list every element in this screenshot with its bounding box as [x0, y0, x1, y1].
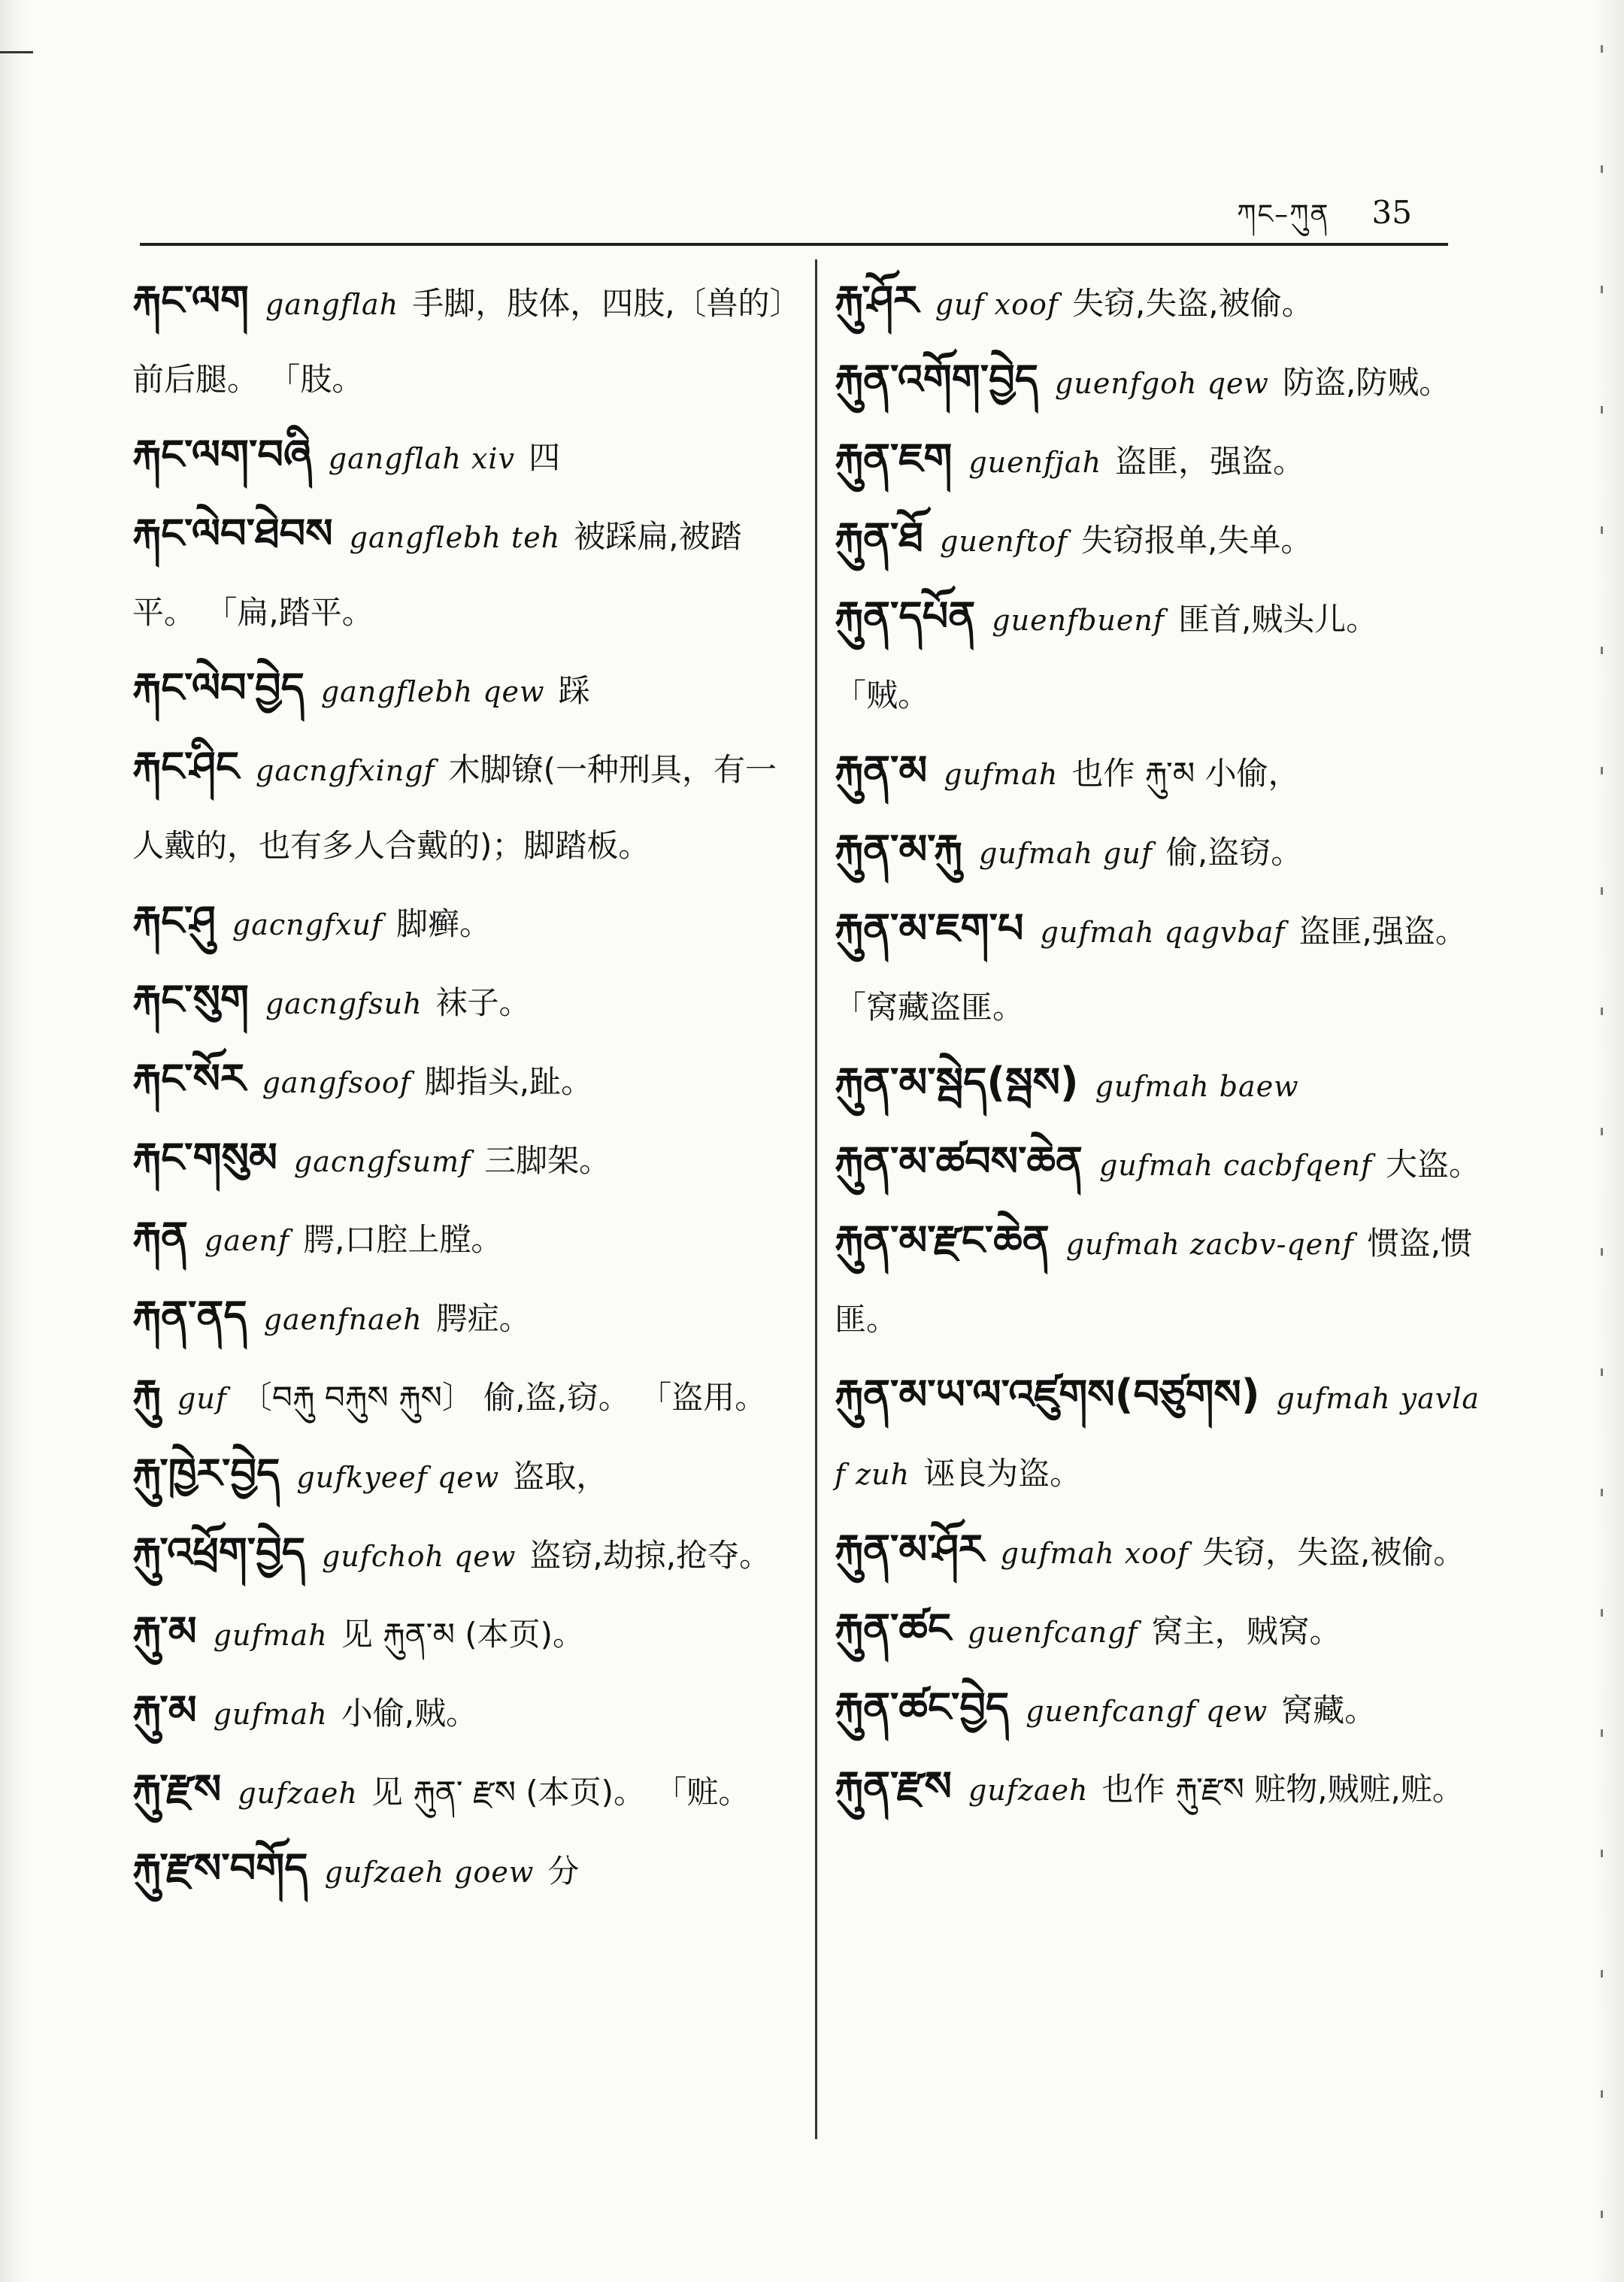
entry-definition: 踩: [558, 672, 590, 709]
entry-transliteration: guenftof: [940, 525, 1068, 558]
entry-headword: རྐུ་ཁྱེར་བྱེད: [132, 1450, 280, 1497]
entry-transliteration: gufmah: [213, 1619, 328, 1652]
entry-definition: 木脚镣(一种刑具，有一人戴的，也有多人合戴的)；脚踏板。: [132, 751, 777, 864]
entry-transliteration: gangflebh teh: [349, 521, 561, 554]
entry-headword: རྐུན་མ: [835, 747, 928, 794]
entry-headword: རྐུན་མ་རྫང་ཆེན: [835, 1217, 1050, 1264]
entry-headword: རྐང་ལེབ་བྱེད: [132, 664, 304, 711]
dictionary-entry: [835, 421, 1481, 500]
entry-transliteration: gufmah guf: [978, 837, 1153, 870]
dictionary-entry: [132, 1831, 786, 1910]
dictionary-entry: [132, 1357, 786, 1436]
entry-headword: རྐུན་མ་ཤོར: [835, 1526, 984, 1573]
dictionary-entry: [132, 1673, 786, 1752]
entry-transliteration: gufmah baew: [1095, 1070, 1299, 1103]
entry-headword: རྐང་ཤིང: [132, 743, 240, 790]
dictionary-entry: [132, 1594, 786, 1673]
entry-transliteration: gacngfsuh: [265, 987, 423, 1020]
entry-transliteration: gacngfxuf: [232, 908, 383, 941]
scan-edge-right: [1594, 0, 1624, 2282]
entry-transliteration: gacngfsumf: [293, 1145, 471, 1178]
entry-transliteration: gufmah xoof: [1000, 1537, 1189, 1570]
margin-ticks: [1601, 45, 1603, 2226]
dictionary-entry: [132, 417, 786, 496]
scan-edge-left: [0, 0, 30, 2282]
entry-definition: 见 རྐུན་མ (本页)。: [341, 1616, 585, 1653]
entry-transliteration: gufmah yavlaf zuh: [835, 1382, 1480, 1491]
entry-definition: 窝主，贼窝。: [1151, 1613, 1341, 1650]
entry-transliteration: guenfgoh qew: [1055, 367, 1269, 400]
dictionary-entry: [835, 342, 1481, 421]
entry-headword: རྐང་གསུམ: [132, 1134, 277, 1181]
edge-tick: [0, 51, 33, 53]
entry-definition: 分: [547, 1853, 580, 1890]
dictionary-entry: [835, 1124, 1481, 1203]
entry-headword: རྐུ་རྫས་བགོད: [132, 1844, 308, 1892]
dictionary-entry: [132, 1120, 786, 1199]
entry-headword: རྐུན་ཇག: [835, 435, 953, 482]
entry-transliteration: gufchoh qew: [322, 1540, 517, 1573]
entry-definition: 脚癣。: [395, 905, 491, 942]
entry-transliteration: guenfbuenf: [992, 604, 1165, 637]
entry-transliteration: gufmah zacbv-qenf: [1065, 1228, 1354, 1261]
entry-headword: རྐུ་མ: [132, 1686, 197, 1734]
entry-transliteration: gufzaeh goew: [324, 1856, 535, 1889]
dictionary-entry: [132, 1752, 786, 1831]
entry-headword: རྐུ་རྫས: [132, 1765, 222, 1813]
entry-transliteration: gufzaeh: [238, 1777, 358, 1810]
page-number: 35: [1371, 194, 1412, 231]
entry-transliteration: gacngfxingf: [256, 754, 435, 787]
entry-transliteration: gufmah: [213, 1698, 328, 1731]
entry-definition: 〔བརྐུ བརྐུས རྐུས〕 偷,盗,窃。 「盗用。: [240, 1379, 767, 1416]
entry-definition: 盗匪,强盗。 「窝藏盗匪。: [835, 913, 1467, 1026]
entry-headword: རྐུན་ཚང་བྱེད: [835, 1683, 1010, 1731]
right-column: [835, 263, 1481, 1828]
entry-definition: 大盗。: [1386, 1146, 1481, 1183]
left-column: [132, 263, 786, 1910]
entry-headword: རྐང་སོར: [132, 1055, 246, 1102]
entry-headword: རྐང་ལག: [132, 277, 250, 324]
entry-definition: 失窃，失盗,被偷。: [1201, 1534, 1465, 1571]
entry-definition: 防盗,防贼。: [1282, 364, 1451, 401]
entry-headword: རྐུན་མ་ཡ་ལ་འཛུགས(བཙུགས): [835, 1371, 1260, 1418]
dictionary-entry: [132, 1515, 786, 1594]
entry-definition: 盗取，: [513, 1458, 608, 1495]
entry-definition: 被踩扁,被踏平。 「扁,踏平。: [132, 518, 742, 631]
dictionary-entry: [132, 883, 786, 962]
dictionary-entry: [835, 1203, 1481, 1357]
entry-definition: 也作 རྐུ་མ 小偷，: [1071, 755, 1300, 792]
entry-headword: རྐང་ལེབ་ཐེབས: [132, 510, 333, 557]
entry-headword: རྐུན་མ་ཇག་པ: [835, 905, 1024, 952]
dictionary-entry: [132, 1199, 786, 1278]
dictionary-entry: [132, 1278, 786, 1357]
entry-transliteration: guf xoof: [935, 288, 1059, 321]
entry-transliteration: gangflah: [265, 288, 399, 321]
dictionary-entry: [132, 962, 786, 1041]
dictionary-entry: [132, 496, 786, 650]
entry-definition: 腭,口腔上膛。: [303, 1221, 503, 1258]
dictionary-entry: [132, 1436, 786, 1515]
entry-definition: 匪首,贼头儿。 「贼。: [835, 601, 1378, 714]
entry-headword: རྐུན་རྫས: [835, 1762, 952, 1810]
entry-transliteration: gufzaeh: [968, 1774, 1089, 1807]
entry-headword: རྐང་ལག་བཞི: [132, 431, 312, 478]
entry-headword: རྐུན་མ་སྦེད(སྦས): [835, 1059, 1079, 1106]
entry-headword: རྐུ་མ: [132, 1608, 197, 1655]
header-rule: [140, 243, 1448, 246]
entry-transliteration: guenfcangf qew: [1026, 1695, 1268, 1728]
entry-transliteration: gangflebh qew: [320, 675, 545, 708]
dictionary-entry: [835, 733, 1481, 812]
entry-definition: 四: [529, 439, 561, 476]
dictionary-entry: [835, 891, 1481, 1045]
entry-definition: 也作 རྐུ་རྫས 赃物,贼赃,赃。: [1101, 1771, 1464, 1808]
entry-transliteration: guenfcangf: [967, 1616, 1138, 1649]
page-header: [1237, 183, 1412, 260]
entry-transliteration: gangflah xiv: [328, 442, 516, 475]
dictionary-entry: [835, 1045, 1481, 1124]
dictionary-entry: [132, 650, 786, 729]
entry-definition: 小偷,贼。: [341, 1695, 478, 1732]
entry-transliteration: gufmah qagvbaf: [1040, 916, 1286, 949]
entry-headword: རྐན: [132, 1213, 189, 1260]
dictionary-entry: [835, 1591, 1481, 1670]
entry-headword: རྐུན་མ་ཚབས་ཆེན: [835, 1138, 1083, 1185]
entry-transliteration: guf: [177, 1382, 227, 1415]
dictionary-entry: [835, 1749, 1481, 1828]
guide-words: ཀང–ཀུན: [1237, 199, 1330, 230]
entry-headword: རྐུ་ཤོར: [835, 277, 919, 324]
dictionary-entry: [835, 1670, 1481, 1749]
entry-transliteration: gufkyeef qew: [296, 1461, 500, 1494]
entry-definition: 腭症。: [435, 1300, 531, 1337]
entry-headword: རྐུན་མ་རྐུ: [835, 826, 962, 873]
entry-headword: རྐུན་ཚང: [835, 1605, 951, 1652]
dictionary-entry: [835, 500, 1481, 579]
entry-definition: 见 རྐུན་ རྫས (本页)。 「赃。: [371, 1774, 750, 1811]
dictionary-entry: [835, 263, 1481, 342]
entry-definition: 盗匪，强盗。: [1115, 443, 1305, 480]
entry-definition: 三脚架。: [484, 1142, 611, 1179]
entry-headword: རྐན་ནད: [132, 1292, 247, 1339]
dictionary-entry: [835, 1357, 1481, 1512]
entry-headword: རྐང་སུག: [132, 976, 249, 1023]
entry-definition: 失窃报单,失单。: [1081, 522, 1313, 559]
entry-transliteration: gaenfnaeh: [263, 1303, 423, 1336]
entry-headword: རྐུན་དཔོན: [835, 592, 976, 640]
entry-transliteration: gaenf: [205, 1224, 290, 1257]
dictionary-entry: [132, 729, 786, 883]
entry-headword: རྐང་ཤུ: [132, 897, 216, 944]
entry-definition: 窝藏。: [1281, 1692, 1377, 1729]
entry-definition: 失窃,失盗,被偷。: [1071, 285, 1313, 322]
dictionary-entry: [835, 1512, 1481, 1591]
entry-headword: རྐུན་ཐོ: [835, 514, 923, 561]
entry-definition: 惯盗,惯匪。: [835, 1225, 1473, 1338]
entry-transliteration: guenfjah: [968, 446, 1102, 479]
entry-definition: 盗窃,劫掠,抢夺。: [529, 1537, 771, 1574]
entry-headword: རྐུ: [132, 1371, 162, 1418]
entry-transliteration: gufmah: [944, 758, 1059, 791]
entry-transliteration: gufmah cacbfqenf: [1098, 1149, 1373, 1182]
entry-definition: 脚指头,趾。: [424, 1063, 593, 1100]
dictionary-entry: [835, 812, 1481, 891]
entry-definition: 袜子。: [435, 984, 531, 1021]
entry-headword: རྐུ་འཕྲོག་བྱེད: [132, 1529, 305, 1576]
dictionary-entry: [132, 263, 786, 417]
column-divider: [815, 259, 817, 2139]
entry-transliteration: gangfsoof: [262, 1066, 411, 1099]
dictionary-entry: [132, 1041, 786, 1120]
entry-definition: 诬良为盗。: [923, 1455, 1082, 1492]
dictionary-entry: [835, 579, 1481, 733]
entry-definition: 手脚，肢体，四肢,〔兽的〕前后腿。 「肢。: [132, 285, 786, 398]
entry-definition: 偷,盗窃。: [1165, 834, 1303, 871]
entry-headword: རྐུན་འགོག་བྱེད: [835, 356, 1039, 403]
